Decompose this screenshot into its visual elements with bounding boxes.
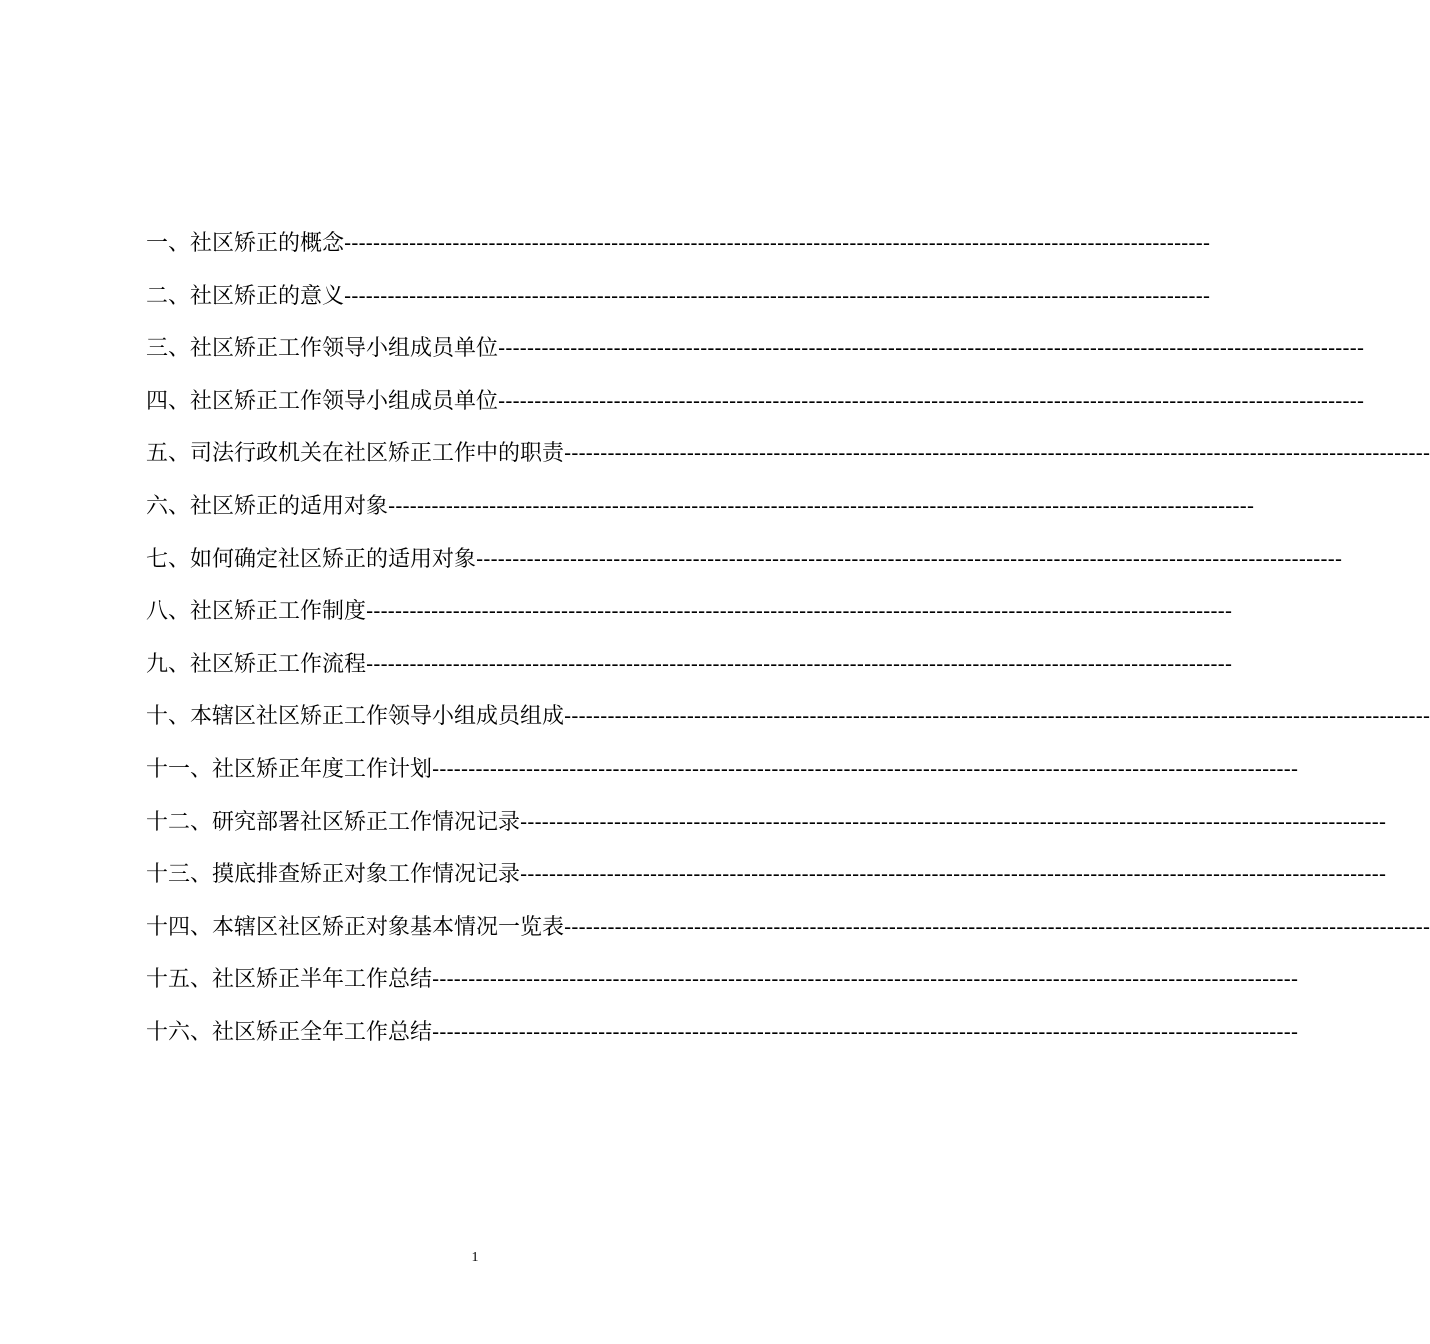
dot-leader: ------------------------------------------------------------------------------------------------------------------------ <box>432 967 1299 992</box>
toc-entry-label: 五、司法行政机关在社区矫正工作中的职责 <box>146 441 565 467</box>
dot-leader: ------------------------------------------------------------------------------------------------------------------------ <box>564 914 1430 939</box>
dot-leader: ------------------------------------------------------------------------------------------------------------------------ <box>520 809 1387 834</box>
toc-entry <box>146 330 1365 383</box>
toc-entry <box>146 383 1365 436</box>
toc-entry-label: 十六、社区矫正全年工作总结 <box>146 1019 433 1045</box>
page-title <box>0 103 950 147</box>
toc-entry-label: 九、社区矫正工作流程 <box>146 651 367 677</box>
dot-leader: ------------------------------------------------------------------------------------------------------------------------ <box>564 441 1430 466</box>
toc-entry <box>146 909 1430 962</box>
toc-entry-label: 十三、摸底排查矫正对象工作情况记录 <box>146 862 521 888</box>
dot-leader: ------------------------------------------------------------------------------------------------------------------------ <box>432 756 1299 781</box>
toc-entry <box>146 593 1233 646</box>
toc-entry-label: 十、本辖区社区矫正工作领导小组成员组成 <box>146 704 565 730</box>
toc-entry <box>146 541 1343 594</box>
dot-leader: ------------------------------------------------------------------------------------------------------------------------ <box>476 546 1343 571</box>
toc-entry-label: 二、社区矫正的意义 <box>146 283 345 309</box>
toc-entry-label: 十四、本辖区社区矫正对象基本情况一览表 <box>146 914 565 940</box>
toc-entry <box>146 856 1387 909</box>
toc-entry <box>146 278 1211 331</box>
toc-entry-label: 十二、研究部署社区矫正工作情况记录 <box>146 809 521 835</box>
page-number: 1 <box>471 1250 479 1265</box>
toc-entry-label: 七、如何确定社区矫正的适用对象 <box>146 546 477 572</box>
toc-entry <box>146 698 1430 751</box>
dot-leader: ------------------------------------------------------------------------------------------------------------------------ <box>344 283 1211 308</box>
toc-entry <box>146 435 1430 488</box>
dot-leader: ------------------------------------------------------------------------------------------------------------------------ <box>520 862 1387 887</box>
dot-leader: ------------------------------------------------------------------------------------------------------------------------ <box>498 336 1365 361</box>
dot-leader: ------------------------------------------------------------------------------------------------------------------------ <box>388 493 1255 518</box>
table-of-contents <box>146 225 1430 1067</box>
toc-entry <box>146 225 1211 278</box>
dot-leader: ------------------------------------------------------------------------------------------------------------------------ <box>344 231 1211 255</box>
toc-entry <box>146 646 1233 699</box>
toc-entry-label: 八、社区矫正工作制度 <box>146 599 367 625</box>
dot-leader: ------------------------------------------------------------------------------------------------------------------------ <box>498 388 1365 413</box>
dot-leader: ------------------------------------------------------------------------------------------------------------------------ <box>366 651 1233 676</box>
toc-entry <box>146 488 1255 541</box>
toc-entry <box>146 804 1387 857</box>
dot-leader: ------------------------------------------------------------------------------------------------------------------------ <box>366 599 1233 624</box>
toc-entry-label: 十一、社区矫正年度工作计划 <box>146 756 433 782</box>
toc-entry <box>146 751 1299 804</box>
toc-entry <box>146 1014 1299 1067</box>
toc-entry <box>146 961 1299 1014</box>
toc-entry-label: 四、社区矫正工作领导小组成员单位 <box>146 388 499 414</box>
toc-entry-label: 一、社区矫正的概念 <box>146 231 345 256</box>
toc-entry-label: 六、社区矫正的适用对象 <box>146 493 389 519</box>
title-glyph <box>372 103 396 147</box>
toc-entry-label: 十五、社区矫正半年工作总结 <box>146 967 433 993</box>
dot-leader: ------------------------------------------------------------------------------------------------------------------------ <box>564 704 1430 729</box>
toc-entry-label: 三、社区矫正工作领导小组成员单位 <box>146 336 499 362</box>
title-glyph <box>530 103 554 147</box>
dot-leader: ------------------------------------------------------------------------------------------------------------------------ <box>432 1019 1299 1044</box>
